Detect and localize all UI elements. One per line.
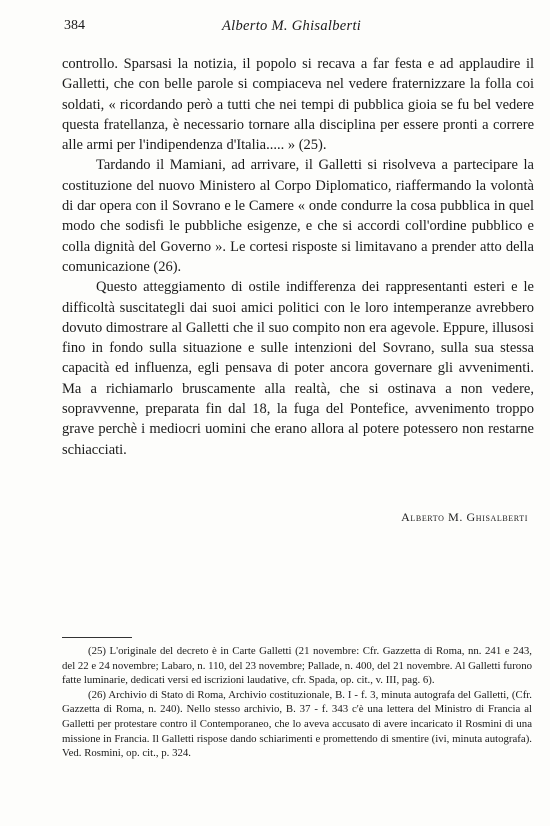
footnotes <box>62 644 532 761</box>
paragraph: controllo. Sparsasi la notizia, il popolo si recava a far festa e ad applaudire il Galletti, che con belle parole si compiaceva nel vedere fraternizzare la folla coi soldati, « ricordando però a tutti che nei tempi di pubblica gioia se fu bel vedere questa fratellanza, è necessario tornare alla disciplina per essere pronti a correre alle armi per l'indipendenza d'Italia..... » (25). <box>62 56 534 154</box>
main-text <box>62 54 534 460</box>
paragraph: Tardando il Mamiani, ad arrivare, il Galletti si risolveva a partecipare la costituzione del nuovo Ministero al Corpo Diplomatico, riaffermando la volontà di dar opera con il Sovrano e le Camere « onde condurre la cosa pubblica in quel modo che sodisfi le pubbliche esigenze, e che si accordi coll'ordine pubblico e colla dignità del Governo ». Le cortesi risposte si limitavano a prender atto della comunicazione (26). <box>62 157 534 275</box>
footnote: (25) L'originale del decreto è in Carte Galletti (21 novembre: Cfr. Gazzetta di Roma, nn. 241 e 243, del 22 e 24 novembre; Labaro, n. 110, del 23 novembre; Pallade, n. 400, del 21 novembre. Al Galletti furono fatte luminarie, dedicati versi ed iscrizioni laudative, cfr. Spada, op. cit., v. III, pag. 6). <box>62 645 532 687</box>
paragraph: Questo atteggiamento di ostile indifferenza dei rappresentanti esteri e le difficoltà suscitategli dai suoi amici politici con le loro intemperanze avrebbero dovuto dimostrare al Galletti che il suo compito non era agevole. Eppure, illusosi fino in fondo sulla situazione e sulle intenzioni del Sovrano, sulla sua stessa capacità ed influenza, egli pensava di poter ancora governare gli avvenimenti. Ma a richiamarlo bruscamente alla realtà, che si ostinava a non vedere, sopravvenne, preparata fin dal 18, la fuga del Pontefice, avvenimento troppo grave perchè i mediocri uomini che erano allora al potere potessero non restarne schiacciati. <box>62 279 534 458</box>
author-signature: Alberto M. Ghisalberti <box>401 510 528 524</box>
running-title: Alberto M. Ghisalberti <box>222 18 362 34</box>
footnote: (26) Archivio di Stato di Roma, Archivio costituzionale, B. I - f. 3, minuta autografa del Galletti, (Cfr. Gazzetta di Roma, n. 240). Nello stesso archivio, B. 37 - f. 343 c'è una lettera del Ministro di Francia al Galletti per protestare contro il Contemporaneo, che lo aveva accusato di avere incaricato il Rosmini di una missione in Francia. Il Galletti rispose dando schiarimenti e promettendo di smentire (ivi, minuta autografa). Ved. Rosmini, op. cit., p. 324. <box>62 688 532 760</box>
footnote-divider <box>62 637 132 638</box>
page-number: 384 <box>64 18 85 33</box>
page-header <box>64 18 528 38</box>
